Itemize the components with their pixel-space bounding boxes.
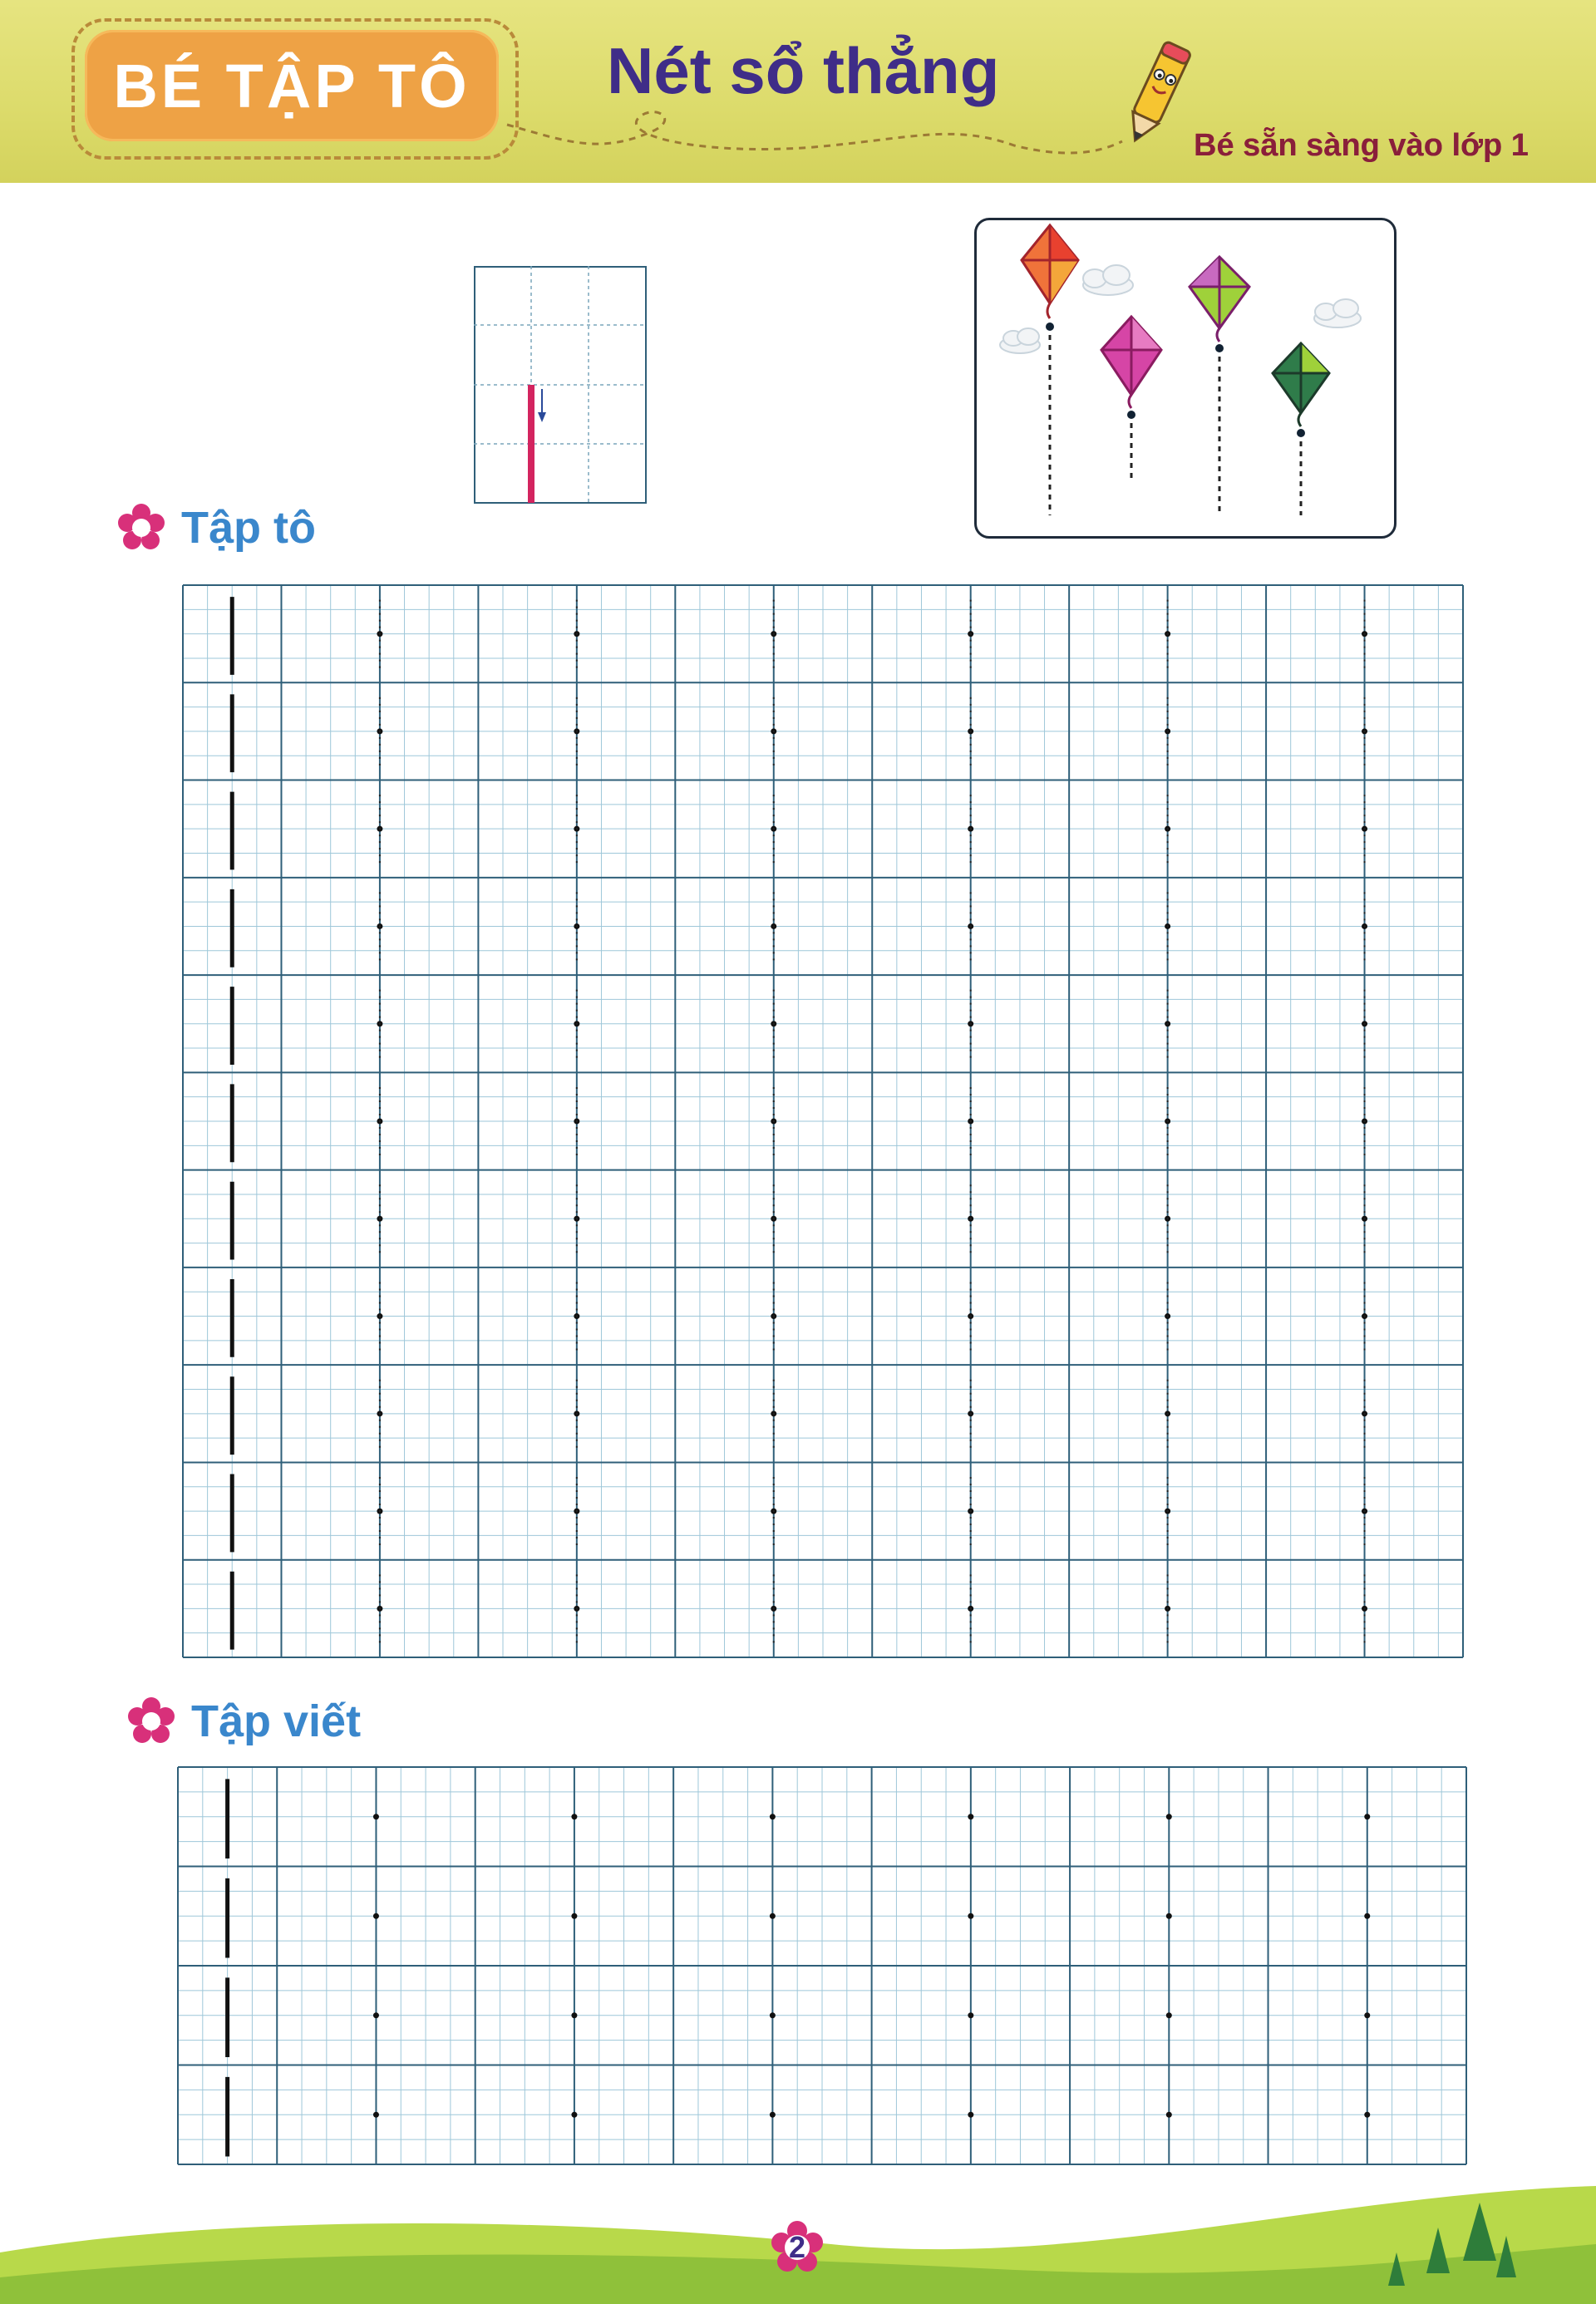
trace-practice-grid[interactable] <box>181 583 1465 1659</box>
start-dot <box>1166 1913 1172 1919</box>
series-title-text: Bé sẵn sàng vào lớp 1 <box>1194 128 1529 163</box>
start-dot <box>1166 2112 1172 2118</box>
stroke-demo-cell <box>474 266 647 504</box>
start-dot <box>770 1913 776 1919</box>
start-dot <box>571 1814 577 1819</box>
start-dot <box>968 1814 973 1819</box>
start-dot <box>1364 1913 1370 1919</box>
start-dot <box>1364 2112 1370 2118</box>
lesson-title: Nét sổ thẳng <box>607 34 1000 107</box>
start-dot <box>571 2012 577 2018</box>
red-vertical-stroke <box>528 385 534 503</box>
badge-text: BÉ TẬP TÔ <box>113 51 470 121</box>
start-dot <box>373 2112 379 2118</box>
start-dot <box>968 2112 973 2118</box>
start-dot <box>373 1913 379 1919</box>
pencil-icon <box>1106 37 1205 153</box>
series-title <box>1194 128 1529 164</box>
start-dot <box>571 1913 577 1919</box>
start-dot <box>968 2012 973 2018</box>
kite-green-icon <box>1190 257 1249 515</box>
start-dot <box>373 1814 379 1819</box>
start-dot <box>1364 1814 1370 1819</box>
section-write-label: Tập viết <box>191 1696 362 1746</box>
start-dot <box>770 1814 776 1819</box>
section-trace-label: Tập tô <box>181 503 316 553</box>
write-practice-grid[interactable] <box>176 1765 1468 2166</box>
start-dot <box>770 2112 776 2118</box>
section-write-heading <box>126 1696 361 1747</box>
start-dot <box>571 2112 577 2118</box>
kite-red-icon <box>1022 225 1078 515</box>
kite-dark-green-icon <box>1273 343 1329 515</box>
start-dot <box>1166 2012 1172 2018</box>
page-number: 2 <box>788 2230 806 2264</box>
flower-icon <box>126 1696 176 1746</box>
kite-picture <box>974 218 1396 539</box>
section-trace-heading <box>116 502 316 554</box>
kite-illustration <box>977 220 1394 536</box>
flower-icon <box>116 503 166 553</box>
badge <box>85 30 499 141</box>
start-dot <box>1364 2012 1370 2018</box>
start-dot <box>1166 1814 1172 1819</box>
start-dot <box>373 2012 379 2018</box>
kite-pink-icon <box>1101 317 1161 478</box>
start-dot <box>770 2012 776 2018</box>
start-dot <box>968 1913 973 1919</box>
